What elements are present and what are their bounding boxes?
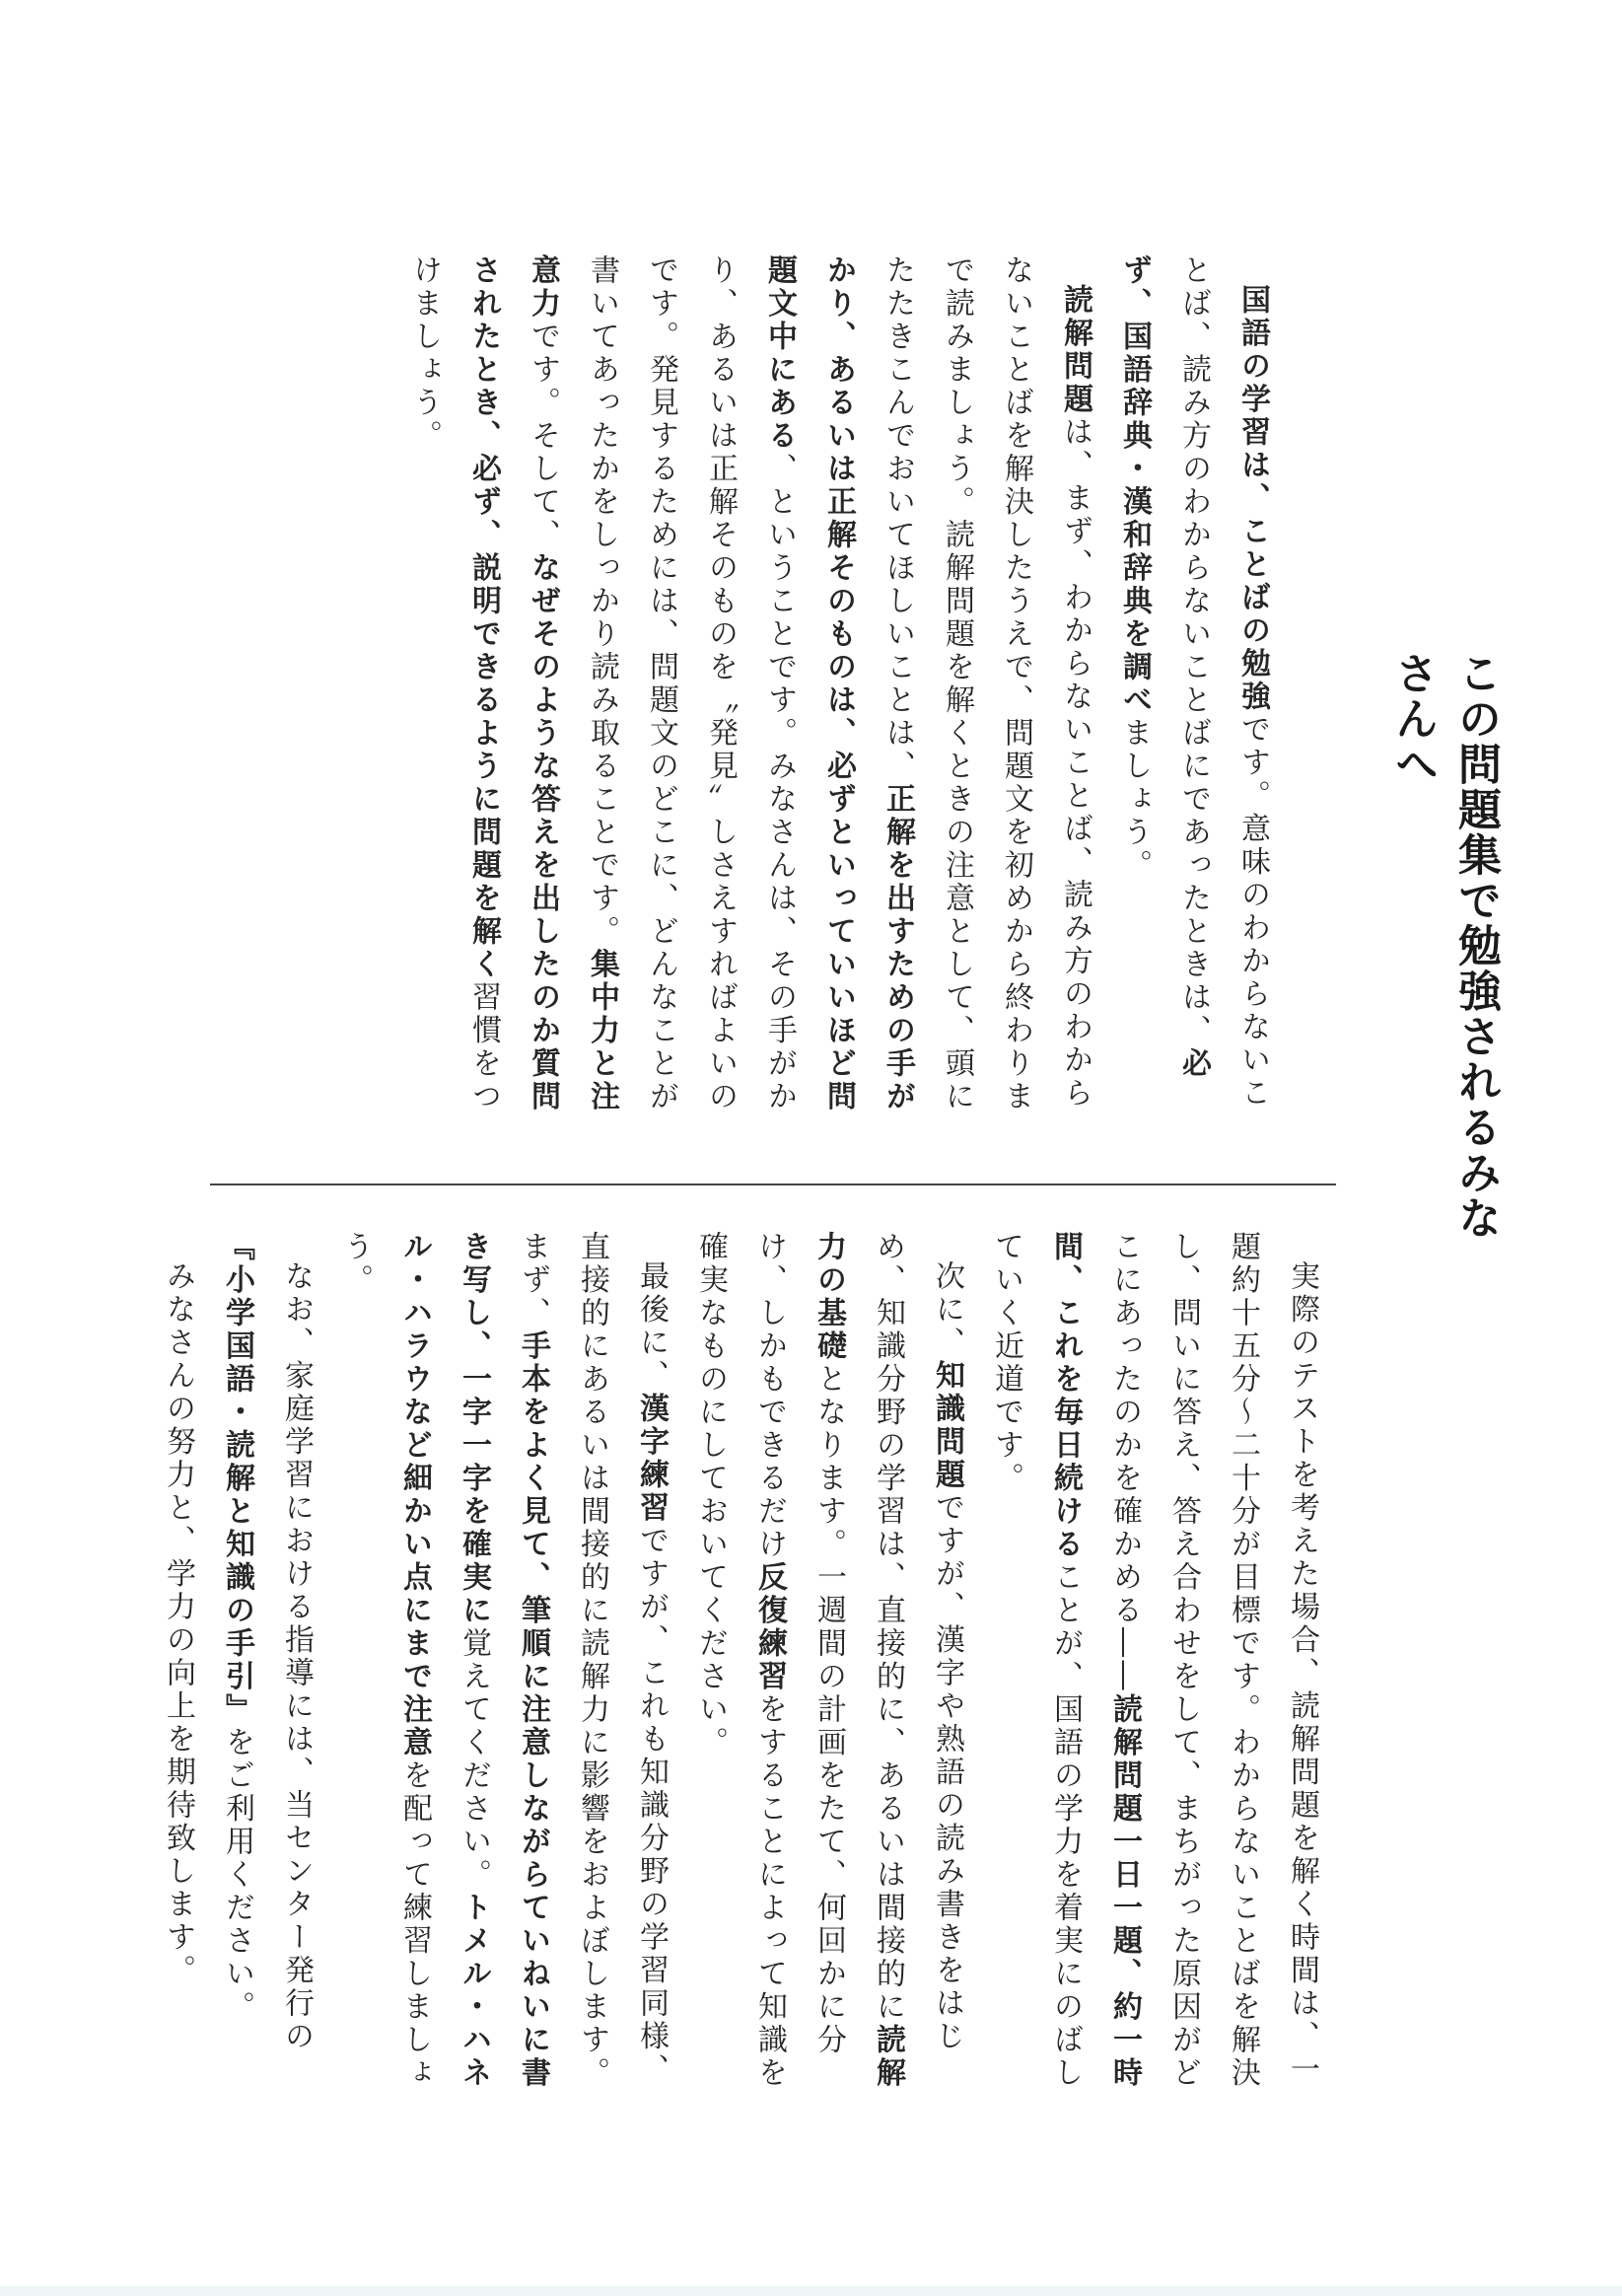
emphasized-text: 漢字練習: [634, 1393, 669, 1525]
body-text: 、ということです。みなさんは、その手がかり、あるいは正解そのものを〝発見〟しさえすればよいのです。発見するためには、問題文のどこに、どんなことが書いてあったかをしっかり読み取ることです。: [585, 254, 797, 1113]
body-text: なお、家庭学習における指導には、当センター発行の: [279, 1260, 314, 2053]
emphasized-text: 読解問題一日一題、約一時間、これを毎日続ける: [1048, 1231, 1142, 2090]
emphasized-text: 反復練習: [752, 1561, 787, 1693]
body-text: 実際のテストを考えた場合、読解問題を解く時間は、一題約十五分～二十分が目標です。わからないことばを解決し、問いに答え、答え合わせをして、まちがった原因がどこにあったのかを確かめる――: [1107, 1231, 1319, 2090]
body-text: となります。一週間の計画をたて、何回かに分け、しかもできるだけ: [752, 1231, 846, 2057]
emphasized-text: 集中力と注意力: [526, 254, 619, 1113]
body-text: です。意味のわからないことば、読み方のわからないことばにであったときは、: [1176, 254, 1270, 1111]
emphasized-text: なぜそのような答えを出したのか質問されたとき、必ず、説明できるように問題を解く: [466, 254, 560, 1113]
emphasized-text: 『小学国語・読解と知識の手引』: [220, 1231, 254, 1727]
body-text: 習慣をつけましょう。: [407, 254, 501, 1113]
paragraph: [680, 1231, 976, 2118]
emphasized-text: 国語の学習は、ことばの勉強: [1235, 284, 1270, 714]
body-text: みなさんの努力と、学力の向上を期待致します。: [161, 1260, 195, 1987]
body-text: ましょう。: [1117, 717, 1152, 883]
body-text: 覚えてください。: [457, 1627, 491, 1892]
body-text: をすることによって知識を確実なものにしておいてください。: [693, 1231, 787, 2090]
emphasized-text: 正解を出すための手がかり、あるいは正解そのものは、必ずといっていいほど問題文中にある: [762, 254, 915, 1113]
emphasized-text: 必ず、国語辞典・漢和辞典を調べ: [1117, 254, 1211, 1081]
body-text: 次に、: [930, 1260, 964, 1360]
body-text: 最後に、: [634, 1260, 669, 1393]
body-text: です。そして、: [526, 321, 560, 552]
paragraph: [394, 254, 1104, 1142]
emphasized-text: 知識問題: [930, 1359, 964, 1492]
emphasized-text: 手本をよく見て、筆順に注意しながらていねいに書き写し、一字一字を確実に: [457, 1231, 550, 2090]
paragraph: [1104, 254, 1282, 1142]
body-text: は、まず、わからないことば、読み方のわからないことばを解決したうえで、問題文を初めから終わりまで読みましょう。読解問題を解くときの注意として、頭にたたきこんでおいてほしいことは、: [881, 254, 1093, 1113]
paragraph: [976, 1231, 1331, 2118]
scan-edge: [0, 2286, 1622, 2296]
body-text: を配って練習しましょう。: [338, 1231, 432, 2090]
paragraph: [207, 1231, 325, 2118]
body-text: をご利用ください。: [220, 1726, 254, 2024]
upper-text-block: [222, 254, 1282, 1142]
paragraph: [325, 1231, 680, 2118]
body-text: ことが、国語の学力を着実にのばしていく近道です。: [989, 1231, 1083, 2090]
emphasized-text: 読解問題: [1058, 284, 1093, 416]
emphasized-text: 読解力の基礎: [811, 1231, 905, 2090]
body-text: ですが、これも知識分野の学習同様、直接的にあるいは間接的に読解力に影響をおよぼします。まず、: [516, 1231, 669, 2090]
lower-text-block: [161, 1231, 1331, 2118]
paragraph: [148, 1231, 207, 2118]
body-text: ですが、漢字や熟語の読み書きをはじめ、知識分野の学習は、直接的に、あるいは間接的に: [871, 1231, 964, 2053]
emphasized-text: トメル・ハネル・ハラウなど細かい点にまで注意: [397, 1231, 491, 2090]
page-title: この問題集で勉強されるみなさんへ: [1387, 651, 1501, 1241]
section-divider: [210, 1184, 1336, 1185]
